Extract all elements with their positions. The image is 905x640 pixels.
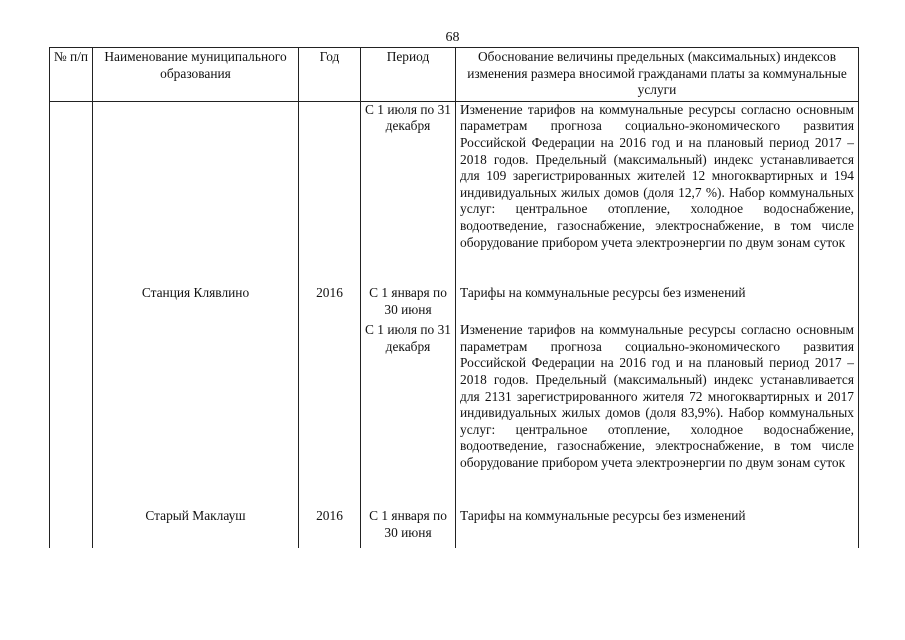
header-year: Год [299,48,361,102]
table-row [50,508,859,548]
cell-year: 2016 [299,508,361,548]
table-row [50,285,859,322]
cell-justification: Изменение тарифов на коммунальные ресурсы согласно основным параметрам прогноза социально-экономического развития Российской Федерации на 2016 год и на плановый период 2017 – 2018 годов. Предельный (максимальный) индекс устанавливается для 109 зарегистрированных жителей 12 многоквартирных и 194 индивидуальных жилых домов (доля 12,7 %). Набор коммунальных услуг: центральное отопление, холодное водоснабжение, водоотведение, газоснабжение, электроснабжение, в том числе оборудование прибором учета электроэнергии по двум зонам суток [456,101,859,285]
cell-period: С 1 июля по 31 декабря [361,101,456,285]
cell-number [50,322,93,508]
cell-period: С 1 января по 30 июня [361,508,456,548]
cell-year [299,101,361,285]
page-number: 68 [445,30,460,45]
header-row [50,48,859,102]
cell-municipality [93,101,299,285]
cell-number [50,508,93,548]
cell-period: С 1 июля по 31 декабря [361,322,456,508]
cell-period: С 1 января по 30 июня [361,285,456,322]
cell-municipality [93,322,299,508]
table-body [50,101,859,548]
header-justification: Обоснование величины предельных (максимальных) индексов изменения размера вносимой гражданами платы за коммунальные услуги [456,48,859,102]
table-header [50,48,859,102]
table-row [50,101,859,285]
cell-year: 2016 [299,285,361,322]
header-municipality: Наименование муниципального образования [93,48,299,102]
header-period: Период [361,48,456,102]
table-row [50,322,859,508]
header-number: № п/п [50,48,93,102]
cell-justification: Тарифы на коммунальные ресурсы без изменений [456,508,859,548]
cell-number [50,285,93,322]
cell-justification: Тарифы на коммунальные ресурсы без изменений [456,285,859,322]
cell-municipality: Станция Клявлино [93,285,299,322]
cell-municipality: Старый Маклауш [93,508,299,548]
cell-number [50,101,93,285]
cell-justification: Изменение тарифов на коммунальные ресурсы согласно основным параметрам прогноза социально-экономического развития Российской Федерации на 2016 год и на плановый период 2017 – 2018 годов. Предельный (максимальный) индекс устанавливается для 2131 зарегистрированного жителя 72 многоквартирных и 2017 индивидуальных жилых домов (доля 83,9%). Набор коммунальных услуг: центральное отопление, холодное водоснабжение, водоотведение, газоснабжение, электроснабжение, в том числе оборудование прибором учета электроэнергии по двум зонам суток [456,322,859,508]
cell-year [299,322,361,508]
tariff-table [49,47,859,548]
